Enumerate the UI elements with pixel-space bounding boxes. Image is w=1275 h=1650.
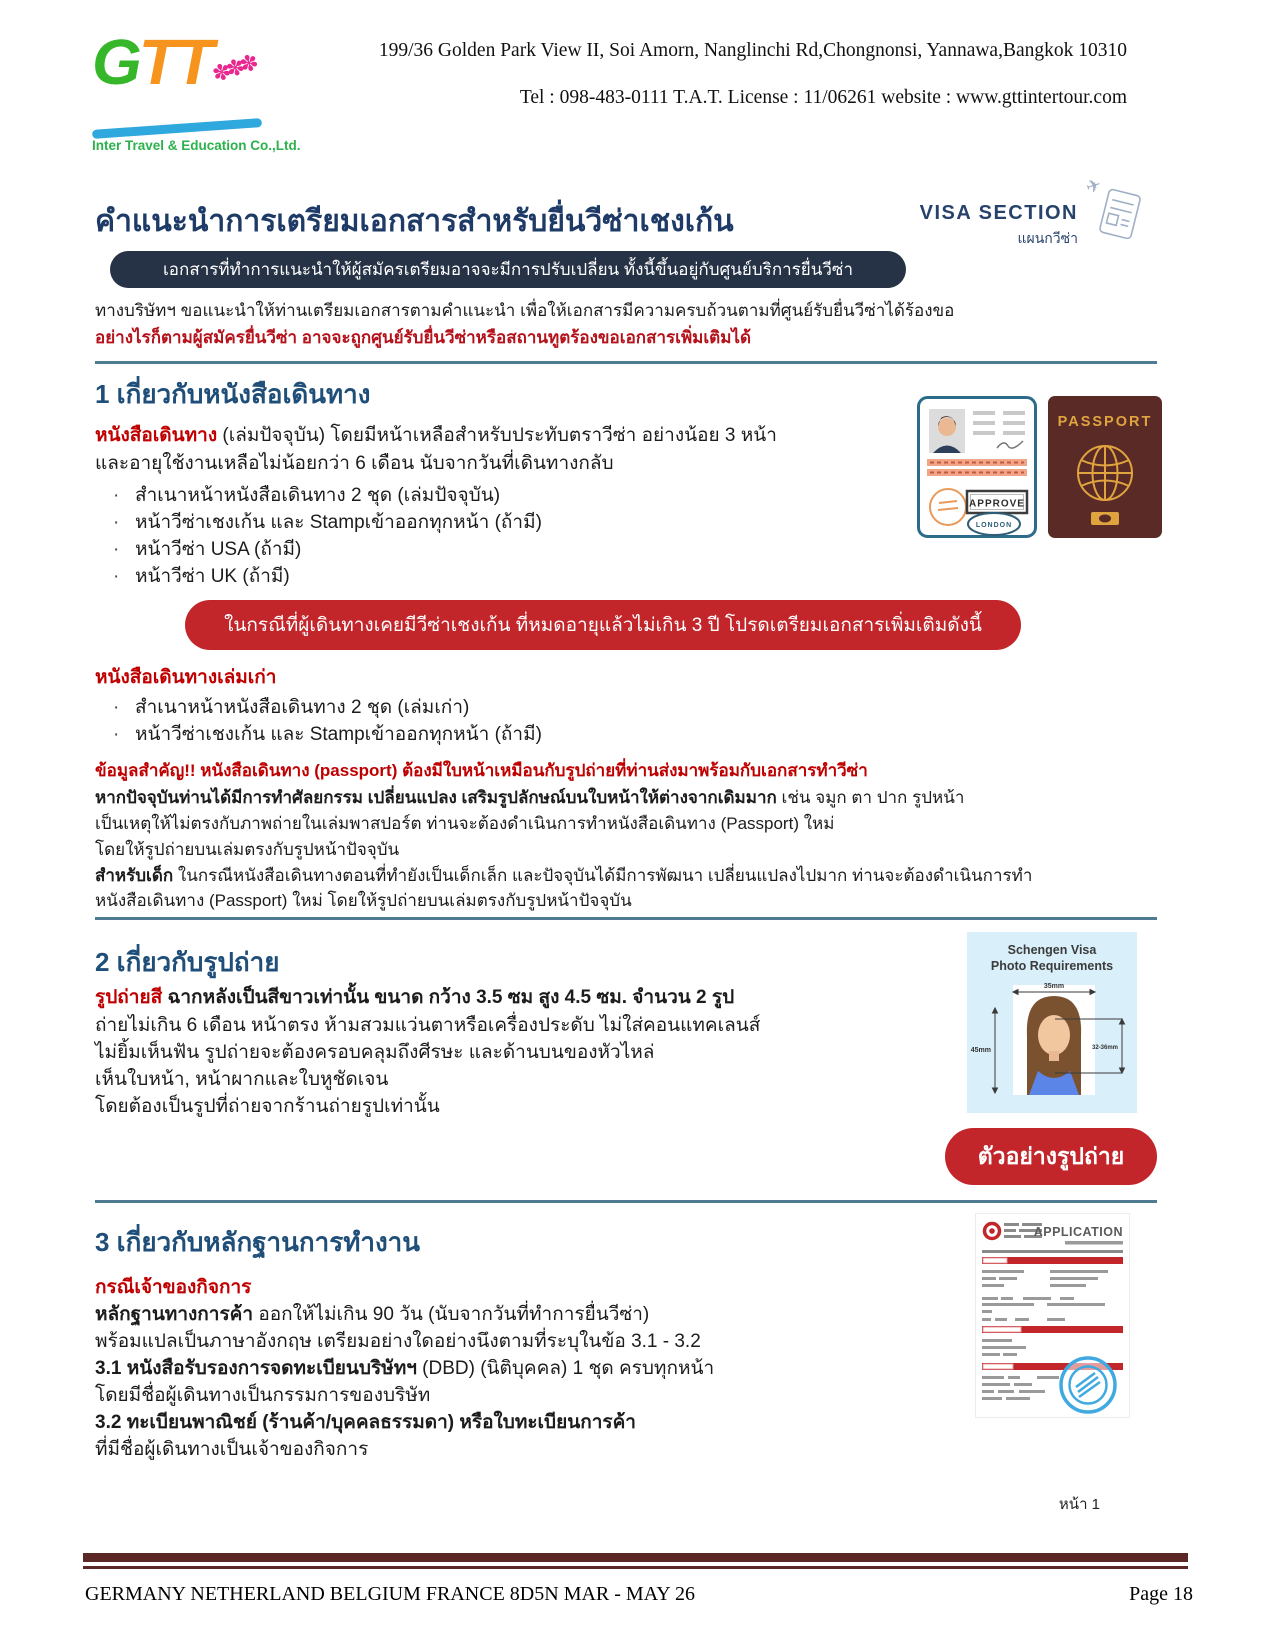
- bullet-item: [113, 538, 301, 562]
- london-stamp-icon: [968, 513, 1020, 535]
- work-rest: (DBD) (นิติบุคคล) 1 ชุด ครบทุกหน้า: [416, 1358, 715, 1379]
- work-evidence-line: โดยมีชื่อผู้เดินทางเป็นกรรมการของบริษัท: [95, 1385, 431, 1406]
- woman-portrait: [1027, 996, 1081, 1095]
- important-rest: เช่น จมูก ตา ปาก รูปหน้า: [776, 788, 965, 807]
- passport-id-page-graphic: [917, 396, 1037, 543]
- bullet-item: [113, 484, 500, 508]
- bullet-dot: ·: [113, 724, 120, 745]
- bullet-dot: ·: [113, 697, 120, 718]
- application-doc-graphic: [975, 1213, 1130, 1423]
- old-passport-heading: หนังสือเดินทางเล่มเก่า: [95, 667, 277, 688]
- bullet-item: [113, 511, 542, 535]
- photo-spec-line: ไม่ยิ้มเห็นฟัน รูปถ่ายจะต้องครอบคลุมถึงศีรษะ และด้านบนของหัวไหล่: [95, 1042, 655, 1063]
- globe-icon: [1078, 446, 1132, 500]
- section-divider: [95, 361, 1157, 364]
- address-line-2: Tel : 098-483-0111 T.A.T. License : 11/06261 website : www.gttintertour.com: [519, 87, 1127, 108]
- important-note-heading: ข้อมูลสำคัญ!! หนังสือเดินทาง (passport) ต้องมีใบหน้าเหมือนกับรูปถ่ายที่ท่านส่งมาพร้อมกับเอกสารทำวีซ่า: [95, 761, 868, 780]
- plane-icon: ✈: [1083, 174, 1104, 198]
- section1-heading: 1 เกี่ยวกับหนังสือเดินทาง: [95, 379, 371, 409]
- photo-requirements-card: [967, 932, 1137, 1118]
- photo-card-title2: Photo Requirements: [990, 959, 1114, 973]
- important-bold: สำหรับเด็ก: [95, 866, 174, 885]
- bullet-text: สำเนาหน้าหนังสือเดินทาง 2 ชุด (เล่มปัจจุบัน): [135, 485, 501, 506]
- application-label: APPLICATION: [1033, 1225, 1123, 1239]
- schengen-expired-banner: ในกรณีที่ผู้เดินทางเคยมีวีซ่าเชงเก้น ที่หมดอายุแล้วไม่เกิน 3 ปี โปรดเตรียมเอกสารเพิ่มเติมดังนี้: [185, 600, 1021, 650]
- page-number-thai: หน้า 1: [1058, 1496, 1100, 1513]
- photo-spec-line: เห็นใบหน้า, หน้าผากและใบหูชัดเจน: [95, 1069, 389, 1090]
- section2-heading: 2 เกี่ยวกับรูปถ่าย: [95, 947, 280, 977]
- business-owner-heading: กรณีเจ้าของกิจการ: [95, 1277, 252, 1298]
- bullet-dot: ·: [113, 512, 120, 533]
- bullet-text: หน้าวีซ่า UK (ถ้ามี): [135, 566, 290, 587]
- intro-text: ทางบริษัทฯ ขอแนะนำให้ท่านเตรียมเอกสารตามคำแนะนำ เพื่อให้เอกสารมีความครบถ้วนตามที่ศูนย์รับยื่นวีซ่าได้ร้องขอ: [95, 301, 955, 320]
- important-note-line: [95, 787, 964, 808]
- work-evidence-line: [95, 1357, 714, 1381]
- passport-lead-line: [95, 424, 777, 448]
- passport-cover-graphic: [1048, 396, 1162, 543]
- visa-section-block: [860, 202, 1078, 250]
- passport-lead-red: หนังสือเดินทาง: [95, 425, 218, 446]
- photo-spec-red: รูปถ่ายสี: [95, 987, 163, 1008]
- passport-lead-rest: (เล่มปัจจุบัน) โดยมีหน้าเหลือสำหรับประทับตราวีซ่า อย่างน้อย 3 หน้า: [217, 425, 777, 446]
- work-rest: ออกให้ไม่เกิน 90 วัน (นับจากวันที่ทำการยื่นวีซ่า): [253, 1304, 650, 1325]
- work-evidence-line: 3.2 ทะเบียนพาณิชย์ (ร้านค้า/บุคคลธรรมดา) หรือใบทะเบียนการค้า: [95, 1412, 636, 1433]
- bullet-dot: ·: [113, 539, 120, 560]
- bullet-text: หน้าวีซ่า USA (ถ้ามี): [135, 539, 302, 560]
- visa-section-sublabel: แผนกวีซ่า: [1017, 230, 1078, 246]
- emblem-icon: [1091, 512, 1119, 525]
- flower-icon: ✽✽✽: [209, 49, 258, 88]
- passport-plane-sketch-icon: [1082, 172, 1146, 242]
- bullet-dot: ·: [113, 485, 120, 506]
- svg-text:LONDON: LONDON: [975, 522, 1013, 529]
- passport-cover-label: PASSPORT: [1057, 414, 1153, 430]
- height-label: 45mm: [970, 1047, 991, 1054]
- page-title: คำแนะนำการเตรียมเอกสารสำหรับยื่นวีซ่าเชงเก้น: [95, 205, 734, 238]
- passport-lead-line2: และอายุใช้งานเหลือไม่น้อยกว่า 6 เดือน นับจากวันที่เดินทางกลับ: [95, 453, 614, 474]
- sample-photo-button[interactable]: ตัวอย่างรูปถ่าย: [945, 1128, 1157, 1185]
- footer-page-number: Page 18: [1129, 1583, 1193, 1605]
- width-label: 35mm: [1043, 983, 1065, 990]
- section-divider: [95, 1200, 1157, 1203]
- face-label: 32-36mm: [1091, 1045, 1119, 1051]
- photo-spec-line: [95, 986, 734, 1010]
- visa-section-label: VISA SECTION: [919, 202, 1078, 224]
- footer-bar-thin: [83, 1566, 1188, 1569]
- company-name: Inter Travel & Education Co.,Ltd.: [92, 138, 301, 153]
- bullet-text: หน้าวีซ่าเชงเก้น และ Stampเข้าออกทุกหน้า (ถ้ามี): [135, 512, 542, 533]
- bullet-item: [113, 565, 290, 589]
- brush-stroke-icon: [92, 118, 262, 139]
- photo-card-title1: Schengen Visa: [1007, 943, 1097, 957]
- bullet-text: หน้าวีซ่าเชงเก้น และ Stampเข้าออกทุกหน้า (ถ้ามี): [135, 724, 542, 745]
- important-note-line: เป็นเหตุให้ไม่ตรงกับภาพถ่ายในเล่มพาสปอร์ต ท่านจะต้องดำเนินการทำหนังสือเดินทาง (Passport) ใหม่: [95, 814, 835, 833]
- important-note-line: โดยให้รูปถ่ายบนเล่มตรงกับรูปหน้าปัจจุบัน: [95, 840, 400, 859]
- section3-heading: 3 เกี่ยวกับหลักฐานการทำงาน: [95, 1227, 421, 1257]
- gtt-letters-tt: TT: [138, 26, 211, 98]
- work-bold: หลักฐานทางการค้า: [95, 1304, 254, 1325]
- footer-bar-thick: [83, 1553, 1188, 1562]
- bullet-item: [113, 723, 542, 747]
- gtt-letter-g: G: [92, 26, 139, 98]
- photo-spec-line: ถ่ายไม่เกิน 6 เดือน หน้าตรง ห้ามสวมแว่นตาหรือเครื่องประดับ ไม่ใส่คอนแทคเลนส์: [95, 1015, 761, 1036]
- work-evidence-line: พร้อมแปลเป็นภาษาอังกฤษ เตรียมอย่างใดอย่างนึงตามที่ระบุในข้อ 3.1 - 3.2: [95, 1331, 701, 1352]
- intro-warning-text: อย่างไรก็ตามผู้สมัครยื่นวีซ่า อาจจะถูกศูนย์รับยื่นวีซ่าหรือสถานทูตร้องขอเอกสารเพิ่มเติมได้: [95, 328, 752, 347]
- important-note-line: [95, 865, 1032, 886]
- bullet-dot: ·: [113, 566, 120, 587]
- address-line-1: 199/36 Golden Park View II, Soi Amorn, Nanglinchi Rd,Chongnonsi, Yannawa,Bangkok 10310: [378, 40, 1127, 61]
- svg-text:APPROVE: APPROVE: [969, 498, 1025, 510]
- gtt-logo: [92, 26, 301, 170]
- work-bold: 3.1 หนังสือรับรองการจดทะเบียนบริษัทฯ: [95, 1358, 417, 1379]
- notice-pill: เอกสารที่ทำการแนะนำให้ผู้สมัครเตรียมอาจจะมีการปรับเปลี่ยน ทั้งนี้ขึ้นอยู่กับศูนย์บริการยื่นวีซ่า: [110, 251, 906, 288]
- bullet-text: สำเนาหน้าหนังสือเดินทาง 2 ชุด (เล่มเก่า): [135, 697, 470, 718]
- photo-spec-bold: ฉากหลังเป็นสีขาวเท่านั้น ขนาด กว้าง 3.5 ซม สูง 4.5 ซม. จำนวน 2 รูป: [162, 987, 735, 1008]
- important-rest: ในกรณีหนังสือเดินทางตอนที่ทำยังเป็นเด็กเล็ก และปัจจุบันได้มีการพัฒนา เปลี่ยนแปลงไปมาก ท่านจะต้องดำเนินการทำ: [173, 866, 1033, 885]
- approve-stamp-icon: [967, 491, 1027, 513]
- important-note-line: หนังสือเดินทาง (Passport) ใหม่ โดยให้รูปถ่ายบนเล่มตรงกับรูปหน้าปัจจุบัน: [95, 891, 632, 910]
- photo-spec-line: โดยต้องเป็นรูปที่ถ่ายจากร้านถ่ายรูปเท่านั้น: [95, 1096, 440, 1117]
- important-bold: หากปัจจุบันท่านได้มีการทำศัลยกรรม เปลี่ยนแปลง เสริมรูปลักษณ์บนใบหน้าให้ต่างจากเดิมมาก: [95, 788, 777, 807]
- footer-trip-title: GERMANY NETHERLAND BELGIUM FRANCE 8D5N MAR - MAY 26: [85, 1583, 696, 1605]
- bullet-item: [113, 696, 469, 720]
- section-divider: [95, 917, 1157, 920]
- blue-stamp-icon: [1061, 1358, 1115, 1412]
- work-evidence-line: [95, 1303, 649, 1327]
- work-evidence-line: ที่มีชื่อผู้เดินทางเป็นเจ้าของกิจการ: [95, 1439, 369, 1460]
